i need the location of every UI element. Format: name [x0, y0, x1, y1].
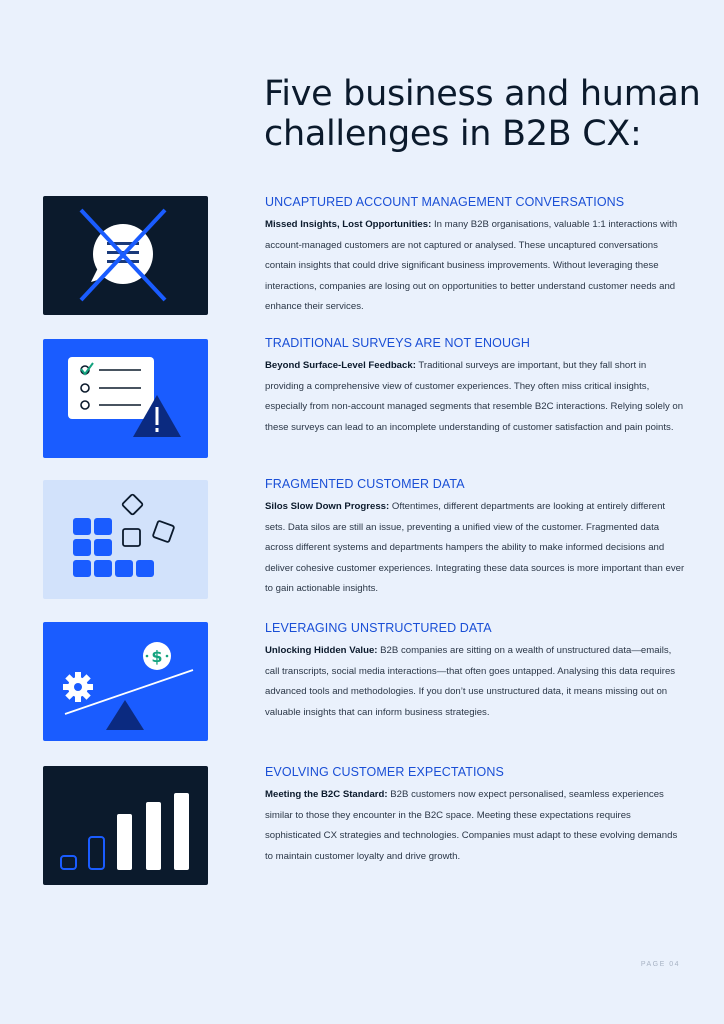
section-lead: Missed Insights, Lost Opportunities: [265, 219, 432, 230]
fragmented-blocks-icon [43, 480, 208, 599]
section-illustration [43, 622, 208, 741]
page-title: Five business and human challenges in B2B CX: [264, 74, 701, 154]
section-body-text: B2B customers now expect personalised, seamless experiences similar to those they encounter in the B2C space. Meeting these expectations requires sophisticated CX strategies and technologies. Companies must adapt to these evolving demands to maintain customer loyalty and drive growth. [265, 789, 678, 862]
section-heading: LEVERAGING UNSTRUCTURED DATA [265, 621, 492, 635]
page-number: PAGE 04 [640, 961, 680, 968]
section-illustration [43, 196, 208, 315]
svg-text:$: $ [151, 647, 163, 666]
section-heading: TRADITIONAL SURVEYS ARE NOT ENOUGH [265, 336, 531, 350]
section-illustration [43, 766, 208, 885]
balance-gear-dollar-icon [43, 622, 208, 741]
section-heading: EVOLVING CUSTOMER EXPECTATIONS [265, 765, 504, 779]
section-illustration [43, 339, 208, 458]
section-body [265, 356, 685, 438]
crossed-out-chat-bubble-icon [43, 196, 208, 315]
section-illustration [43, 480, 208, 599]
rising-bars-icon [43, 766, 208, 885]
section-body-text: Traditional surveys are important, but they fall short in providing a comprehensive view of customer experiences. They often miss critical insights, especially from non-account managed segments that resemble B2C interactions. Relying solely on these surveys can lead to an incomplete understanding of customer satisfaction and pain points. [265, 360, 684, 433]
survey-warning-icon [43, 339, 208, 458]
section-body [265, 215, 685, 318]
section-lead: Meeting the B2C Standard: [265, 789, 388, 800]
section-lead: Beyond Surface-Level Feedback: [265, 360, 416, 371]
section-heading: UNCAPTURED ACCOUNT MANAGEMENT CONVERSATIONS [265, 195, 625, 209]
section-lead: Unlocking Hidden Value: [265, 645, 378, 656]
section-body-text: Oftentimes, different departments are looking at entirely different sets. Data silos are still an issue, preventing a unified view of the customer. Fragmented data across different systems and departments hampers the ability to make informed decisions and deliver cohesive customer experiences. Integrating these data sources is more important than ever to gain actionable insights. [265, 501, 685, 594]
section-body-text: B2B companies are sitting on a wealth of unstructured data—emails, call transcripts, social media interactions—that often goes untapped. Analysing this data requires advanced tools and methodologies. If you don’t use unstructured data, it means missing out on valuable insights that can inform business strategies. [265, 645, 676, 718]
section-body [265, 641, 685, 723]
section-body-text: In many B2B organisations, valuable 1:1 interactions with account-managed customers are not captured or analysed. These uncaptured conversations contain insights that could drive significant business improvements. Without leveraging these interactions, companies are losing out on opportunities to better understand customer needs and enhance their services. [265, 219, 678, 312]
section-heading: FRAGMENTED CUSTOMER DATA [265, 477, 465, 491]
section-lead: Silos Slow Down Progress: [265, 501, 390, 512]
section-body [265, 785, 685, 867]
section-body [265, 497, 685, 600]
